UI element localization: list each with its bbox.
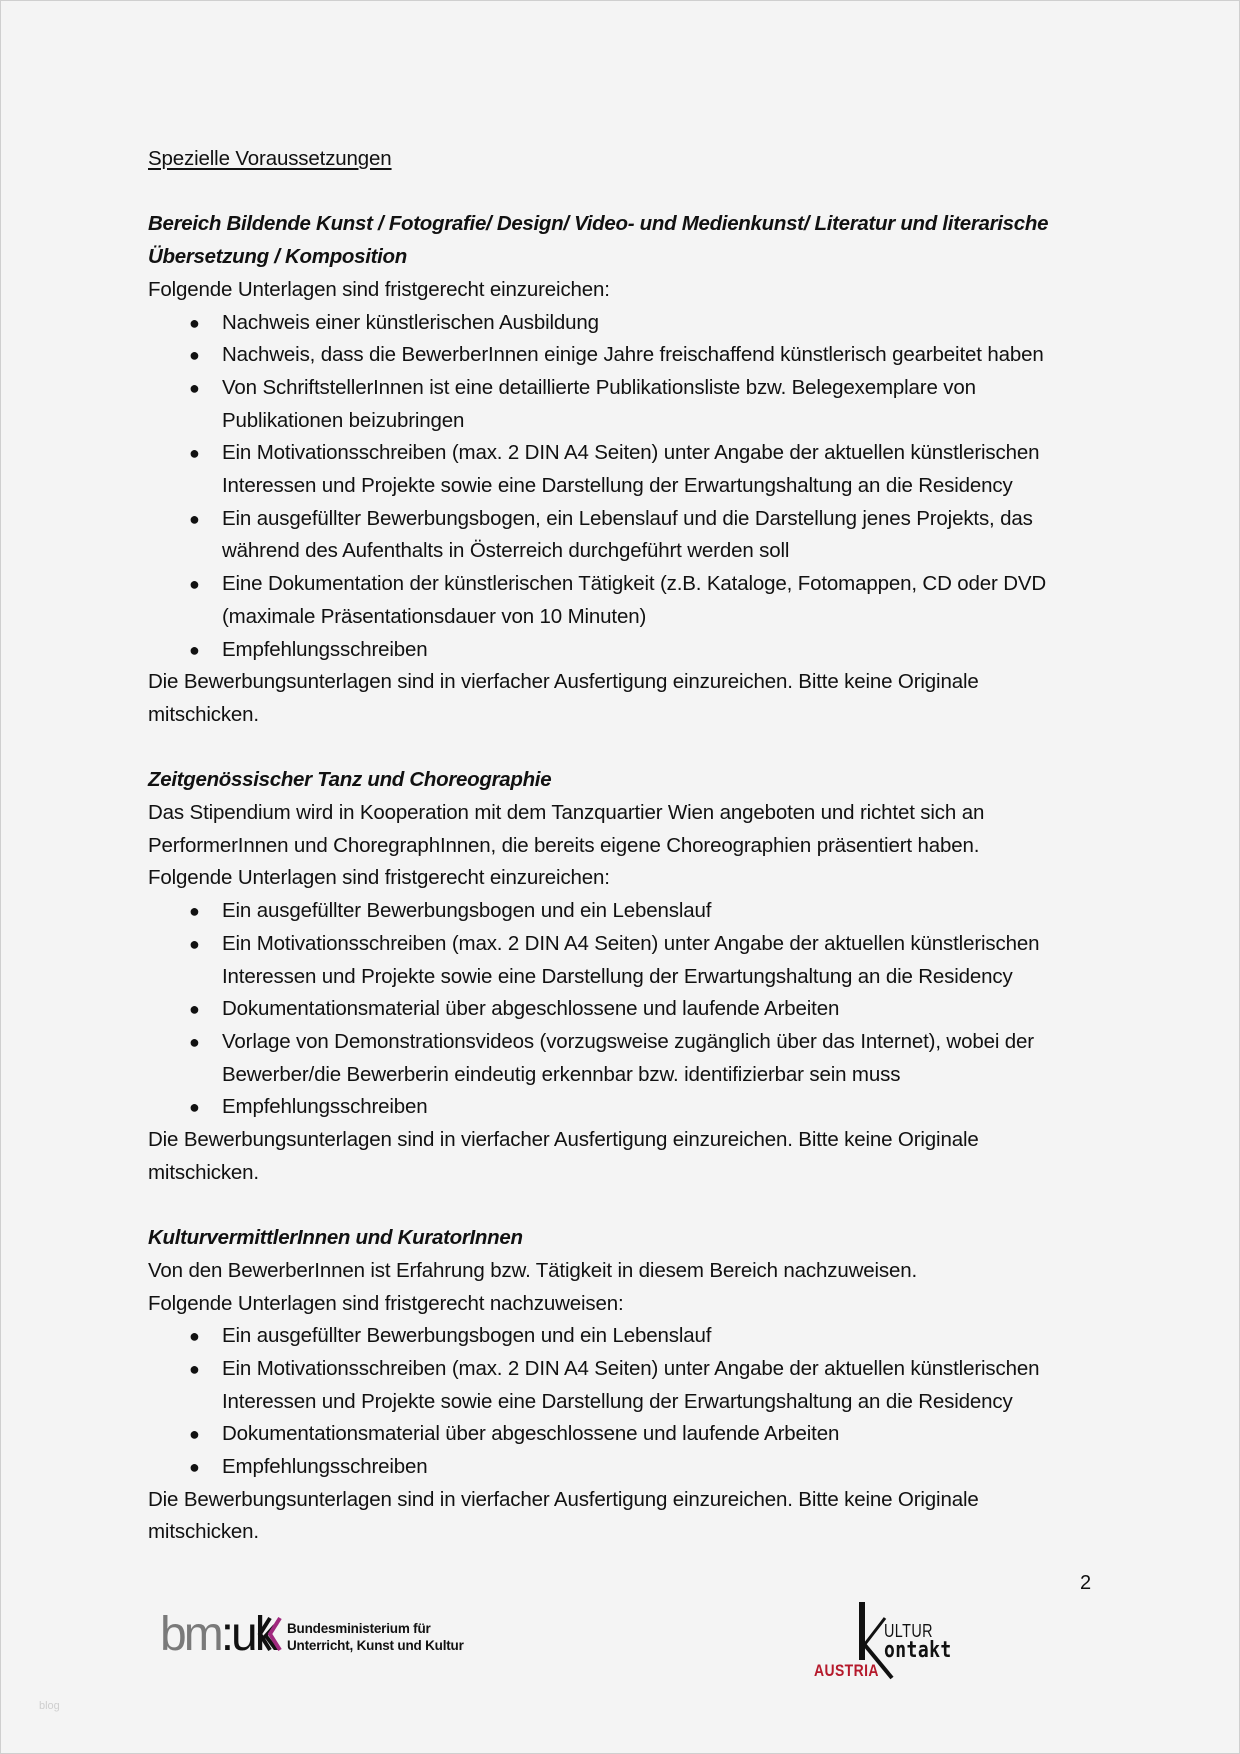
section-lead: Folgende Unterlagen sind fristgerecht nachzuweisen:	[148, 1291, 624, 1315]
kulturkontakt-ontakt: ontakt	[884, 1638, 952, 1663]
list-item	[148, 1320, 1098, 1353]
list-item-text: Ein Motivationsschreiben (max. 2 DIN A4 Seiten) unter Angabe der aktuellen künstlerischen	[222, 441, 1040, 465]
sections	[148, 208, 1098, 1549]
list-item	[148, 634, 1098, 667]
bullet-icon: ●	[189, 933, 200, 954]
list-item-text: Interessen und Projekte sowie eine Darstellung der Erwartungshaltung an die Residency	[222, 474, 1013, 498]
requirements-list	[148, 307, 1098, 667]
list-item	[148, 1353, 1098, 1418]
section-title: Zeitgenössischer Tanz und Choreographie	[148, 768, 552, 792]
bmuk-wordmark-bm: bm	[160, 1608, 221, 1661]
section-title: Übersetzung / Komposition	[148, 245, 408, 269]
list-item-text: Ein Motivationsschreiben (max. 2 DIN A4 Seiten) unter Angabe der aktuellen künstlerischen	[222, 931, 1040, 955]
list-item	[148, 1451, 1098, 1484]
list-item	[148, 1418, 1098, 1451]
document-body	[148, 143, 1098, 1549]
bullet-icon: ●	[189, 901, 200, 922]
list-item-text: während des Aufenthalts in Österreich durchgeführt werden soll	[222, 539, 790, 563]
section-intro: PerformerInnen und ChoregraphInnen, die bereits eigene Choreographien präsentiert haben.	[148, 833, 980, 857]
bullet-icon: ●	[189, 312, 200, 333]
section-closing: mitschicken.	[148, 702, 259, 726]
page-number: 2	[1080, 1572, 1092, 1594]
kulturkontakt-ultur: ULTUR	[884, 1621, 933, 1641]
page-heading: Spezielle Voraussetzungen	[148, 147, 392, 170]
list-item	[148, 568, 1098, 633]
section-closing: mitschicken.	[148, 1520, 259, 1544]
bmuk-chevron-icon	[256, 1614, 282, 1654]
section-title: KulturvermittlerInnen und KuratorInnen	[148, 1226, 523, 1250]
bmuk-name-line2: Unterricht, Kunst und Kultur	[287, 1638, 464, 1653]
kulturkontakt-logo	[812, 1600, 972, 1680]
bullet-icon: ●	[189, 574, 200, 595]
requirements-list	[148, 895, 1098, 1124]
list-item	[148, 895, 1098, 928]
section-closing: Die Bewerbungsunterlagen sind in vierfacher Ausfertigung einzureichen. Bitte keine Originale	[148, 1128, 979, 1152]
bullet-icon: ●	[189, 1457, 200, 1478]
list-item-text: Empfehlungsschreiben	[222, 1095, 428, 1119]
requirements-list	[148, 1320, 1098, 1484]
spacer	[148, 176, 1098, 209]
list-item-text: Interessen und Projekte sowie eine Darstellung der Erwartungshaltung an die Residency	[222, 1389, 1013, 1413]
bmuk-wordmark-colon: :	[220, 1608, 232, 1661]
bullet-icon: ●	[189, 377, 200, 398]
list-item-text: Publikationen beizubringen	[222, 408, 465, 432]
list-item-text: (maximale Präsentationsdauer von 10 Minuten)	[222, 604, 647, 628]
bullet-icon: ●	[189, 999, 200, 1020]
section-lead: Folgende Unterlagen sind fristgerecht einzureichen:	[148, 866, 610, 890]
section-title: Bereich Bildende Kunst / Fotografie/ Design/ Video- und Medienkunst/ Literatur und literarische	[148, 212, 1049, 236]
list-item-text: Interessen und Projekte sowie eine Darstellung der Erwartungshaltung an die Residency	[222, 964, 1013, 988]
list-item-text: Empfehlungsschreiben	[222, 1455, 428, 1479]
section-lead: Folgende Unterlagen sind fristgerecht einzureichen:	[148, 277, 610, 301]
section	[148, 764, 1098, 1189]
section-closing: mitschicken.	[148, 1160, 259, 1184]
spacer	[148, 732, 1098, 765]
list-item-text: Nachweis einer künstlerischen Ausbildung	[222, 310, 599, 334]
bullet-icon: ●	[189, 1424, 200, 1445]
list-item-text: Eine Dokumentation der künstlerischen Tätigkeit (z.B. Kataloge, Fotomappen, CD oder DVD	[222, 572, 1047, 596]
bmuk-wordmark-uk: uk	[231, 1608, 276, 1661]
list-item-text: Ein Motivationsschreiben (max. 2 DIN A4 Seiten) unter Angabe der aktuellen künstlerischen	[222, 1356, 1040, 1380]
bmuk-name-line1: Bundesministerium für	[287, 1621, 431, 1636]
bullet-icon: ●	[189, 443, 200, 464]
bullet-icon: ●	[189, 345, 200, 366]
bmuk-name	[287, 1620, 464, 1654]
section-closing: Die Bewerbungsunterlagen sind in vierfacher Ausfertigung einzureichen. Bitte keine Originale	[148, 1487, 979, 1511]
section	[148, 208, 1098, 731]
list-item-text: Bewerber/die Bewerberin eindeutig erkennbar bzw. identifizierbar sein muss	[222, 1062, 901, 1086]
section-closing: Die Bewerbungsunterlagen sind in vierfacher Ausfertigung einzureichen. Bitte keine Originale	[148, 670, 979, 694]
bullet-icon: ●	[189, 1326, 200, 1347]
bullet-icon: ●	[189, 1358, 200, 1379]
list-item	[148, 437, 1098, 502]
list-item-text: Ein ausgefüllter Bewerbungsbogen, ein Lebenslauf und die Darstellung jenes Projekts, das	[222, 506, 1033, 530]
list-item	[148, 372, 1098, 437]
list-item	[148, 339, 1098, 372]
list-item-text: Von SchriftstellerInnen ist eine detaillierte Publikationsliste bzw. Belegexemplare von	[222, 375, 976, 399]
list-item-text: Empfehlungsschreiben	[222, 637, 428, 661]
section	[148, 1222, 1098, 1549]
list-item	[148, 928, 1098, 993]
list-item-text: Ein ausgefüllter Bewerbungsbogen und ein Lebenslauf	[222, 899, 712, 923]
list-item-text: Nachweis, dass die BewerberInnen einige Jahre freischaffend künstlerisch gearbeitet haben	[222, 343, 1044, 367]
list-item	[148, 307, 1098, 340]
watermark: blog	[39, 1700, 60, 1712]
list-item	[148, 503, 1098, 568]
bullet-icon: ●	[189, 508, 200, 529]
list-item-text: Ein ausgefüllter Bewerbungsbogen und ein Lebenslauf	[222, 1324, 712, 1348]
list-item	[148, 1026, 1098, 1091]
section-intro: Das Stipendium wird in Kooperation mit dem Tanzquartier Wien angeboten und richtet sich an	[148, 801, 985, 825]
list-item-text: Dokumentationsmaterial über abgeschlossene und laufende Arbeiten	[222, 1422, 840, 1446]
kulturkontakt-austria: AUSTRIA	[814, 1661, 879, 1680]
bullet-icon: ●	[189, 1097, 200, 1118]
list-item-text: Dokumentationsmaterial über abgeschlossene und laufende Arbeiten	[222, 997, 840, 1021]
bullet-icon: ●	[189, 639, 200, 660]
spacer	[148, 1189, 1098, 1222]
bullet-icon: ●	[189, 1031, 200, 1052]
section-intro: Von den BewerberInnen ist Erfahrung bzw. Tätigkeit in diesem Bereich nachzuweisen.	[148, 1258, 918, 1282]
list-item	[148, 993, 1098, 1026]
list-item	[148, 1091, 1098, 1124]
list-item-text: Vorlage von Demonstrationsvideos (vorzugsweise zugänglich über das Internet), wobei der	[222, 1029, 1034, 1053]
